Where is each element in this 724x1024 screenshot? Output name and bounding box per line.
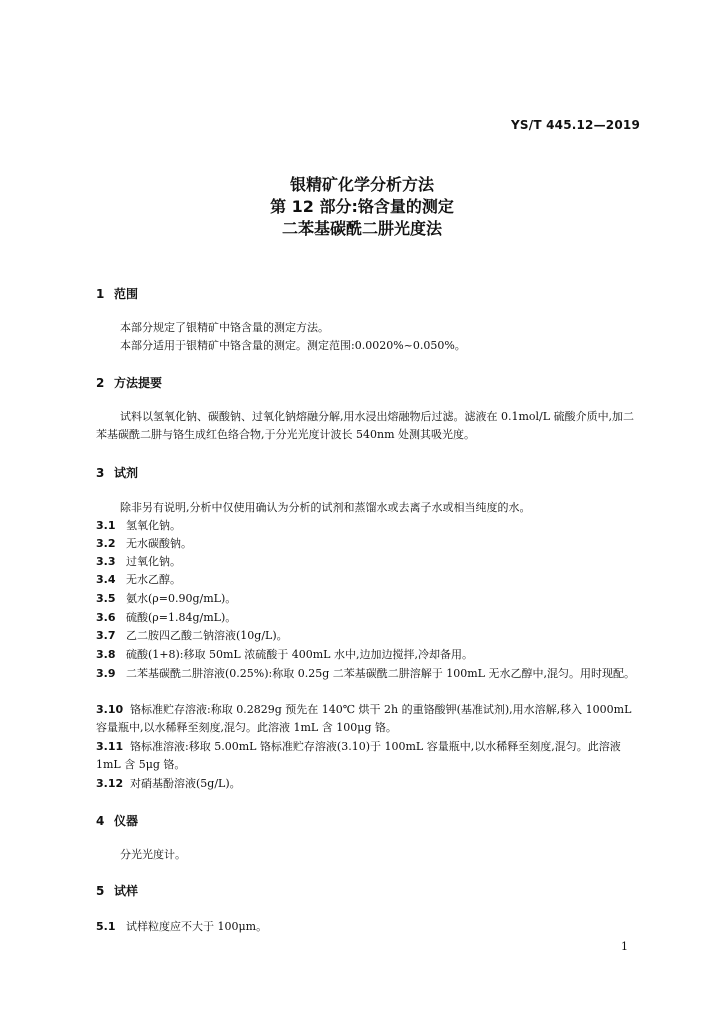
section-5-heading: 5 试样: [96, 884, 139, 898]
page-number: 1: [621, 940, 628, 953]
title-line-3: 二苯基碳酰二肼光度法: [281, 219, 442, 238]
reagent-item: 3.9 二苯基碳酰二肼溶液(0.25%):称取 0.25g 二苯基碳酰二肼溶解于 100mL 无水乙醇中,混匀。用时现配。: [96, 667, 635, 680]
section-3-heading: 3 试剂: [96, 466, 139, 480]
section-4-paragraph: 分光光度计。: [120, 848, 186, 861]
standard-number: YS/T 445.12—2019: [511, 118, 640, 132]
reagent-item: 3.3 过氧化钠。: [96, 555, 181, 568]
section-2-paragraph: 试料以氢氧化钠、碳酸钠、过氧化钠熔融分解,用水浸出熔融物后过滤。滤液在 0.1mol/L 硫酸介质中,加二苯基碳酰二肼与铬生成红色络合物,于分光光度计波长 540nm 处测其吸光度。: [96, 410, 635, 441]
section-4-heading: 4 仪器: [96, 814, 139, 828]
reagent-item: 3.1 氢氧化钠。: [96, 519, 181, 532]
title-line-1: 银精矿化学分析方法: [289, 175, 434, 194]
section-2-heading: 2 方法提要: [96, 376, 163, 390]
title-line-2: 第 12 部分:铬含量的测定: [270, 197, 454, 216]
reagent-item: 3.12 对硝基酚溶液(5g/L)。: [96, 777, 241, 790]
document-title: [0, 174, 724, 240]
reagent-item: 3.7 乙二胺四乙酸二钠溶液(10g/L)。: [96, 629, 288, 642]
section-1-paragraph-1: 本部分规定了银精矿中铬含量的测定方法。: [120, 321, 329, 334]
section-3-intro: 除非另有说明,分析中仅使用确认为分析的试剂和蒸馏水或去离子水或相当纯度的水。: [120, 501, 531, 514]
reagent-item: 3.11 铬标准溶液:移取 5.00mL 铬标准贮存溶液(3.10)于 100mL 容量瓶中,以水稀释至刻度,混匀。此溶液 1mL 含 5μg 铬。: [96, 740, 621, 771]
reagent-item: 3.6 硫酸(ρ=1.84g/mL)。: [96, 611, 237, 624]
reagent-item: 3.2 无水碳酸钠。: [96, 537, 192, 550]
reagent-item: 3.4 无水乙醇。: [96, 573, 181, 586]
reagent-item: 3.10 铬标准贮存溶液:称取 0.2829g 预先在 140℃ 烘干 2h 的重铬酸钾(基准试剂),用水溶解,移入 1000mL 容量瓶中,以水稀释至刻度,混匀。此溶液 1mL 含 100μg 铬。: [96, 703, 632, 734]
reagent-item: 3.5 氨水(ρ=0.90g/mL)。: [96, 592, 237, 605]
sample-item: 5.1 试样粒度应不大于 100μm。: [96, 920, 268, 933]
reagent-item: 3.8 硫酸(1+8):移取 50mL 浓硫酸于 400mL 水中,边加边搅拌,冷却备用。: [96, 648, 473, 661]
section-1-heading: 1 范围: [96, 287, 139, 301]
section-1-paragraph-2: 本部分适用于银精矿中铬含量的测定。测定范围:0.0020%~0.050%。: [120, 339, 466, 352]
